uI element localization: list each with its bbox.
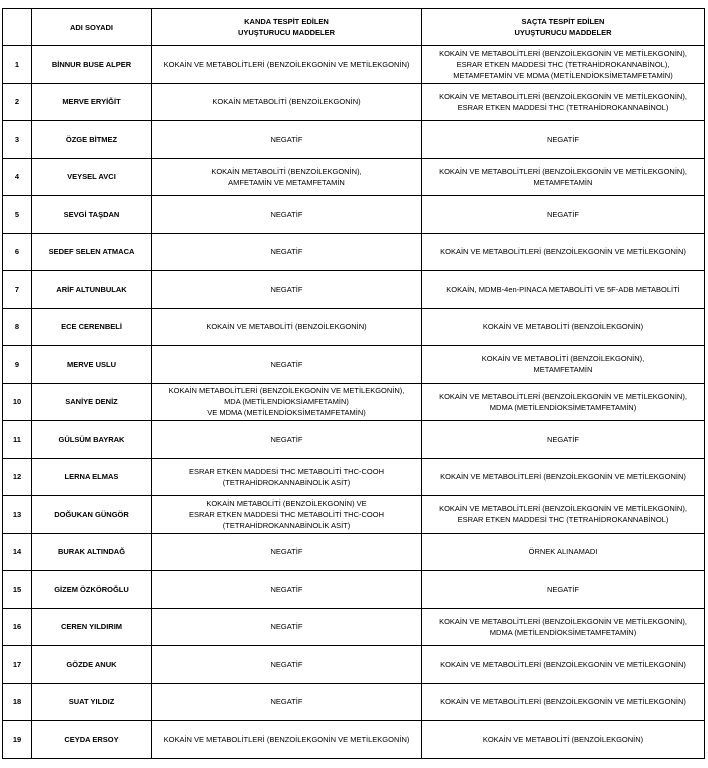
blood-result-cell [152,383,422,421]
table-row [3,83,705,121]
blood-result-line: NEGATİF [270,547,303,557]
blood-result-line: NEGATİF [270,434,303,444]
blood-result-line: NEGATİF [270,247,303,257]
blood-result-cell [152,721,422,759]
table-row [3,233,705,271]
hair-result-cell [422,271,705,309]
hair-result-line: KOKAİN VE METABOLİTLERİ (BENZOİLEKGONİN VE METİLEKGONİN), [439,166,687,176]
hair-result-line: KOKAİN VE METABOLİTLERİ (BENZOİLEKGONİN VE METİLEKGONİN), [439,504,687,514]
blood-result-cell [152,308,422,346]
blood-result-line: NEGATİF [270,359,303,369]
header-name: ADI SOYADI [32,9,152,46]
blood-result-line: NEGATİF [270,584,303,594]
blood-result-cell [152,533,422,571]
table-row [3,458,705,496]
blood-result-line: KOKAİN METABOLİTİ (BENZOİLEKGONİN) VE [206,498,367,508]
person-name: ECE CERENBELİ [32,308,152,346]
blood-result-cell [152,683,422,721]
blood-result-cell [152,646,422,684]
blood-result-line: KOKAİN VE METABOLİTLERİ (BENZOİLEKGONİN VE METİLEKGONİN) [163,734,410,744]
hair-result-cell [422,421,705,459]
blood-result-line: KOKAİN VE METABOLİTİ (BENZOİLEKGONİN) [206,322,367,332]
table-row [3,571,705,609]
hair-result-cell [422,608,705,646]
hair-result-cell [422,383,705,421]
hair-result-cell [422,496,705,534]
blood-result-line: MDA (METİLENDİOKSİAMFETAMİN) [224,397,349,407]
blood-result-cell [152,608,422,646]
person-name: SANİYE DENİZ [32,383,152,421]
table-header-row [3,9,705,46]
hair-result-cell [422,458,705,496]
blood-result-cell [152,496,422,534]
hair-result-cell [422,121,705,159]
blood-result-line: KOKAİN METABOLİTİ (BENZOİLEKGONİN), [211,166,362,176]
blood-result-cell [152,421,422,459]
blood-result-line: NEGATİF [270,134,303,144]
blood-result-cell [152,121,422,159]
row-number: 12 [3,458,32,496]
person-name: VEYSEL AVCI [32,158,152,196]
blood-result-cell [152,271,422,309]
hair-result-cell [422,83,705,121]
person-name: MERVE ERYİĞİT [32,83,152,121]
person-name: DOĞUKAN GÜNGÖR [32,496,152,534]
hair-result-line: KOKAİN VE METABOLİTLERİ (BENZOİLEKGONİN VE METİLEKGONİN) [440,659,686,669]
blood-result-line: VE MDMA (METİLENDİOKSİMETAMFETAMİN) [207,408,366,418]
row-number: 15 [3,571,32,609]
blood-result-line: (TETRAHİDROKANNABİNOLİK ASİT) [222,477,351,487]
table-row [3,46,705,84]
hair-result-line: NEGATİF [547,134,579,144]
blood-result-cell [152,233,422,271]
hair-result-line: MDMA (METİLENDİOKSİMETAMFETAMİN) [489,402,637,412]
blood-result-cell [152,83,422,121]
blood-result-line: NEGATİF [270,209,303,219]
hair-result-line: KOKAİN VE METABOLİTLERİ (BENZOİLEKGONİN VE METİLEKGONİN), [439,616,687,626]
hair-result-cell [422,308,705,346]
person-name: CEREN YILDIRIM [32,608,152,646]
person-name: SUAT YILDIZ [32,683,152,721]
hair-result-line: KOKAİN VE METABOLİTLERİ (BENZOİLEKGONİN VE METİLEKGONİN) [440,472,686,482]
table-row [3,383,705,421]
blood-result-cell [152,458,422,496]
row-number: 2 [3,83,32,121]
person-name: BURAK ALTINDAĞ [32,533,152,571]
hair-result-cell [422,346,705,384]
blood-result-line: NEGATİF [270,697,303,707]
blood-result-line: NEGATİF [270,659,303,669]
table-row [3,196,705,234]
hair-result-line: KOKAİN VE METABOLİTLERİ (BENZOİLEKGONİN VE METİLEKGONİN), [439,391,687,401]
blood-result-line: AMFETAMİN VE METAMFETAMİN [228,177,345,187]
hair-result-cell [422,196,705,234]
blood-result-line: NEGATİF [270,284,303,294]
table-row [3,421,705,459]
blood-result-line: KOKAİN VE METABOLİTLERİ (BENZOİLEKGONİN VE METİLEKGONİN) [163,59,410,69]
hair-result-line: ESRAR ETKEN MADDESİ THC (TETRAHİDROKANNABİNOL) [457,515,669,525]
hair-result-line: NEGATİF [547,584,579,594]
person-name: MERVE USLU [32,346,152,384]
hair-result-cell [422,158,705,196]
blood-result-cell [152,158,422,196]
hair-result-line: ESRAR ETKEN MADDESİ THC (TETRAHİDROKANNABİNOL), [456,59,670,69]
row-number: 11 [3,421,32,459]
hair-result-line: KOKAİN VE METABOLİTİ (BENZOİLEKGONİN) [482,322,644,332]
row-number: 10 [3,383,32,421]
hair-result-line: KOKAİN VE METABOLİTİ (BENZOİLEKGONİN), [481,354,645,364]
row-number: 5 [3,196,32,234]
hair-result-line: KOKAİN, MDMB-4en-PINACA METABOLİTİ VE 5F-ADB METABOLİTİ [446,284,680,294]
hair-result-cell [422,683,705,721]
person-name: BİNNUR BUSE ALPER [32,46,152,84]
blood-result-cell [152,571,422,609]
header-blood-line: KANDA TESPİT EDİLEN [244,17,329,26]
row-number: 4 [3,158,32,196]
person-name: SEDEF SELEN ATMACA [32,233,152,271]
header-hair [422,9,705,46]
person-name: GÖZDE ANUK [32,646,152,684]
table-row [3,646,705,684]
hair-result-line: NEGATİF [547,209,579,219]
row-number: 16 [3,608,32,646]
table-row [3,496,705,534]
blood-result-cell [152,346,422,384]
blood-result-line: ESRAR ETKEN MADDESİ THC METABOLİTİ THC-COOH [188,466,385,476]
hair-result-line: KOKAİN VE METABOLİTİ (BENZOİLEKGONİN) [482,734,644,744]
table-row [3,683,705,721]
row-number: 17 [3,646,32,684]
hair-result-cell [422,721,705,759]
hair-result-line: NEGATİF [547,434,579,444]
person-name: GÜLSÜM BAYRAK [32,421,152,459]
table-row [3,533,705,571]
table-row [3,121,705,159]
row-number: 14 [3,533,32,571]
blood-result-line: KOKAİN METABOLİTİ (BENZOİLEKGONİN) [212,97,361,107]
blood-result-cell [152,46,422,84]
hair-result-cell [422,571,705,609]
results-table [2,8,705,759]
header-no [3,9,32,46]
hair-result-line: KOKAİN VE METABOLİTLERİ (BENZOİLEKGONİN VE METİLEKGONİN), [439,48,687,58]
row-number: 6 [3,233,32,271]
blood-result-line: KOKAİN METABOLİTLERİ (BENZOİLEKGONİN VE METİLEKGONİN), [168,386,405,396]
hair-result-line: KOKAİN VE METABOLİTLERİ (BENZOİLEKGONİN VE METİLEKGONİN) [440,247,686,257]
person-name: GİZEM ÖZKÖROĞLU [32,571,152,609]
row-number: 9 [3,346,32,384]
header-hair-line: SAÇTA TESPİT EDİLEN [521,17,605,26]
row-number: 7 [3,271,32,309]
hair-result-line: METAMFETAMİN VE MDMA (METİLENDİOKSİMETAMFETAMİN) [453,70,673,80]
person-name: LERNA ELMAS [32,458,152,496]
table-row [3,308,705,346]
hair-result-line: KOKAİN VE METABOLİTLERİ (BENZOİLEKGONİN VE METİLEKGONİN), [439,91,687,101]
header-blood [152,9,422,46]
hair-result-line: ÖRNEK ALINAMADI [528,547,598,557]
hair-result-line: METAMFETAMİN [533,177,593,187]
hair-result-cell [422,533,705,571]
row-number: 1 [3,46,32,84]
row-number: 8 [3,308,32,346]
blood-result-line: (TETRAHİDROKANNABİNOLİK ASİT) [222,520,351,530]
person-name: SEVGİ TAŞDAN [32,196,152,234]
hair-result-cell [422,233,705,271]
person-name: ARİF ALTUNBULAK [32,271,152,309]
hair-result-cell [422,46,705,84]
row-number: 18 [3,683,32,721]
row-number: 19 [3,721,32,759]
table-row [3,721,705,759]
person-name: ÖZGE BİTMEZ [32,121,152,159]
header-blood-line: UYUŞTURUCU MADDELER [237,28,336,37]
blood-result-line: NEGATİF [270,622,303,632]
header-hair-line: UYUŞTURUCU MADDELER [514,28,612,37]
row-number: 13 [3,496,32,534]
blood-result-cell [152,196,422,234]
hair-result-cell [422,646,705,684]
person-name: CEYDA ERSOY [32,721,152,759]
hair-result-line: ESRAR ETKEN MADDESİ THC (TETRAHİDROKANNABİNOL) [457,102,669,112]
hair-result-line: KOKAİN VE METABOLİTLERİ (BENZOİLEKGONİN VE METİLEKGONİN) [440,697,686,707]
table-row [3,346,705,384]
row-number: 3 [3,121,32,159]
hair-result-line: MDMA (METİLENDİOKSİMETAMFETAMİN) [489,627,637,637]
blood-result-line: ESRAR ETKEN MADDESİ THC METABOLİTİ THC-COOH [188,509,385,519]
table-row [3,158,705,196]
table-row [3,271,705,309]
hair-result-line: METAMFETAMİN [533,365,593,375]
table-row [3,608,705,646]
